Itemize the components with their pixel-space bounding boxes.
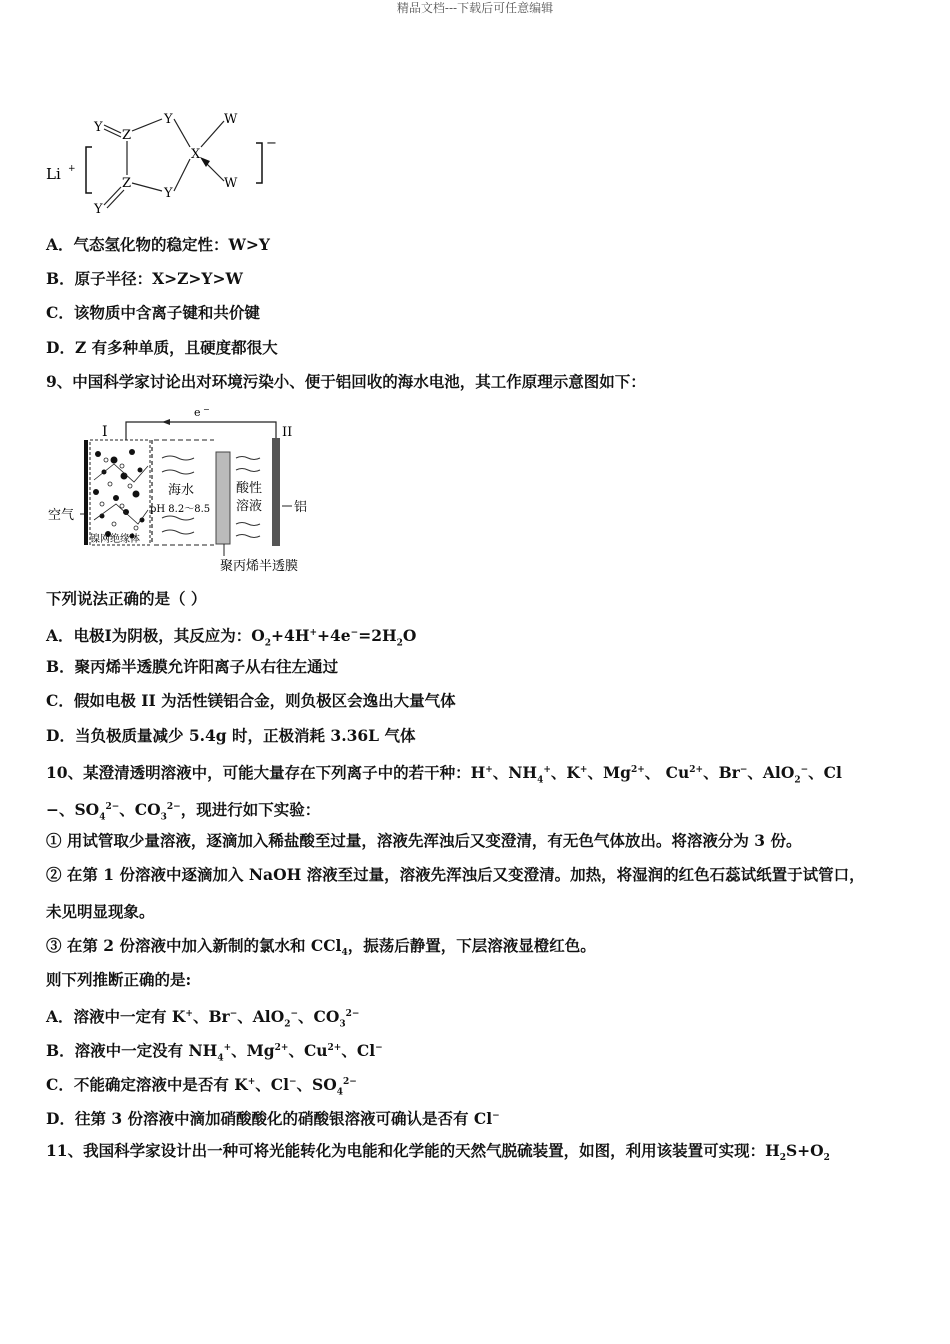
q10-exp2-line2: 未见明显现象。	[46, 902, 155, 921]
atom-z-top: Z	[122, 128, 132, 143]
q9-option-b: B．聚丙烯半透膜允许阳离子从右往左通过	[46, 657, 339, 676]
q10-option-a: A．溶液中一定有 K+、Br−、AlO$_2$−、$CO_3^{2-}$	[46, 1007, 360, 1030]
atom-y-bottom: Y	[94, 202, 103, 217]
page-header: 精品文档---下载后可任意编辑	[396, 1, 554, 15]
charge-label: −	[266, 136, 277, 151]
q9-option-a: A．电极Ⅰ为阴极，其反应为：$O_2+4H^++4e^-=2H_2O$	[46, 626, 417, 649]
atom-y-upper: Y	[164, 112, 173, 127]
atom-w-upper: W	[224, 112, 238, 127]
electron-sup: −	[203, 405, 210, 414]
q10-stem-line2: −、$SO_4^{2-}$、$CO_3^{2-}$，现进行如下实验：	[46, 800, 321, 823]
q10-stem-line1: 10、某澄清透明溶液中，可能大量存在下列离子中的若干种：H+、$NH_4^+$、K+、$Mg^{2+}$、 $Cu^{2+}$、Br−、AlO$_2$−、Cl	[46, 763, 842, 786]
right-bracket	[256, 143, 262, 183]
q10-exp2-line1: ② 在第 1 份溶液中逐滴加入 NaOH 溶液至过量，溶液先浑浊后又变澄清。加热，将湿润的红色石蕊试纸置于试管口，	[46, 865, 865, 884]
q9-stem: 9、中国科学家讨论出对环境污染小、便于铝回收的海水电池，其工作原理示意图如下：	[46, 372, 646, 391]
atom-w-lower: W	[224, 176, 238, 191]
left-bracket	[86, 147, 92, 193]
aluminum-label: 铝	[294, 500, 308, 515]
q9-option-d: D．当负极质量减少 5.4g 时，正极消耗 3.36L 气体	[46, 726, 416, 745]
air-label: 空气	[48, 508, 75, 523]
battery-diagram	[44, 400, 319, 578]
atom-y-lower: Y	[164, 186, 173, 201]
q10-prompt: 则下列推断正确的是:	[46, 970, 192, 989]
q10-option-b: B．溶液中一定没有 $NH_4^+$、$Mg^{2+}$、$Cu^{2+}$、Cl−	[46, 1041, 383, 1064]
li-charge: +	[68, 164, 76, 174]
electrode-1-label: I	[102, 424, 108, 440]
q8-option-b: B．原子半径：X>Z>Y>W	[46, 269, 243, 288]
q10-option-c: C．不能确定溶液中是否有 K+、Cl−、$SO_4^{2-}$	[46, 1075, 357, 1098]
seawater-label: 海水	[168, 483, 195, 498]
ph-label: pH 8.2～8.5	[150, 504, 211, 515]
atom-z-bottom: Z	[122, 176, 132, 191]
q9-option-c: C．假如电极 II 为活性镁铝合金，则负极区会逸出大量气体	[46, 691, 456, 710]
li-label: Li	[46, 165, 61, 183]
q8-option-d: D．Z 有多种单质，且硬度都很大	[46, 338, 278, 357]
q10-exp1: ① 用试管取少量溶液，逐滴加入稀盐酸至过量，溶液先浑浊后又变澄清，有无色气体放出。将溶液分为 3 份。	[46, 831, 802, 850]
acid-label-1: 酸性	[236, 481, 263, 496]
q11-stem: 11、我国科学家设计出一种可将光能转化为电能和化学能的天然气脱硫装置，如图，利用该装置可实现：$H_2S+O_2$	[46, 1141, 830, 1164]
q10-option-d: D．往第 3 份溶液中滴加硝酸酸化的硝酸银溶液可确认是否有 Cl−	[46, 1109, 500, 1129]
q10-exp3: ③ 在第 2 份溶液中加入新制的氯水和 CCl$_4$，振荡后静置，下层溶液显橙红色。	[46, 936, 596, 959]
atom-y-top: Y	[94, 120, 103, 135]
electrode-2-label: II	[282, 425, 293, 440]
acid-label-2: 溶液	[236, 499, 263, 514]
q8-option-c: C．该物质中含离子键和共价键	[46, 303, 260, 322]
atom-x: X	[191, 147, 201, 162]
structure-diagram	[44, 105, 284, 220]
q9-prompt: 下列说法正确的是（ ）	[46, 589, 207, 608]
insulator-label: 镍网绝缘体	[90, 534, 140, 545]
q8-option-a: A．气态氢化物的稳定性：W>Y	[46, 235, 270, 254]
membrane-label: 聚丙烯半透膜	[220, 559, 299, 574]
electron-label: e	[194, 406, 201, 419]
